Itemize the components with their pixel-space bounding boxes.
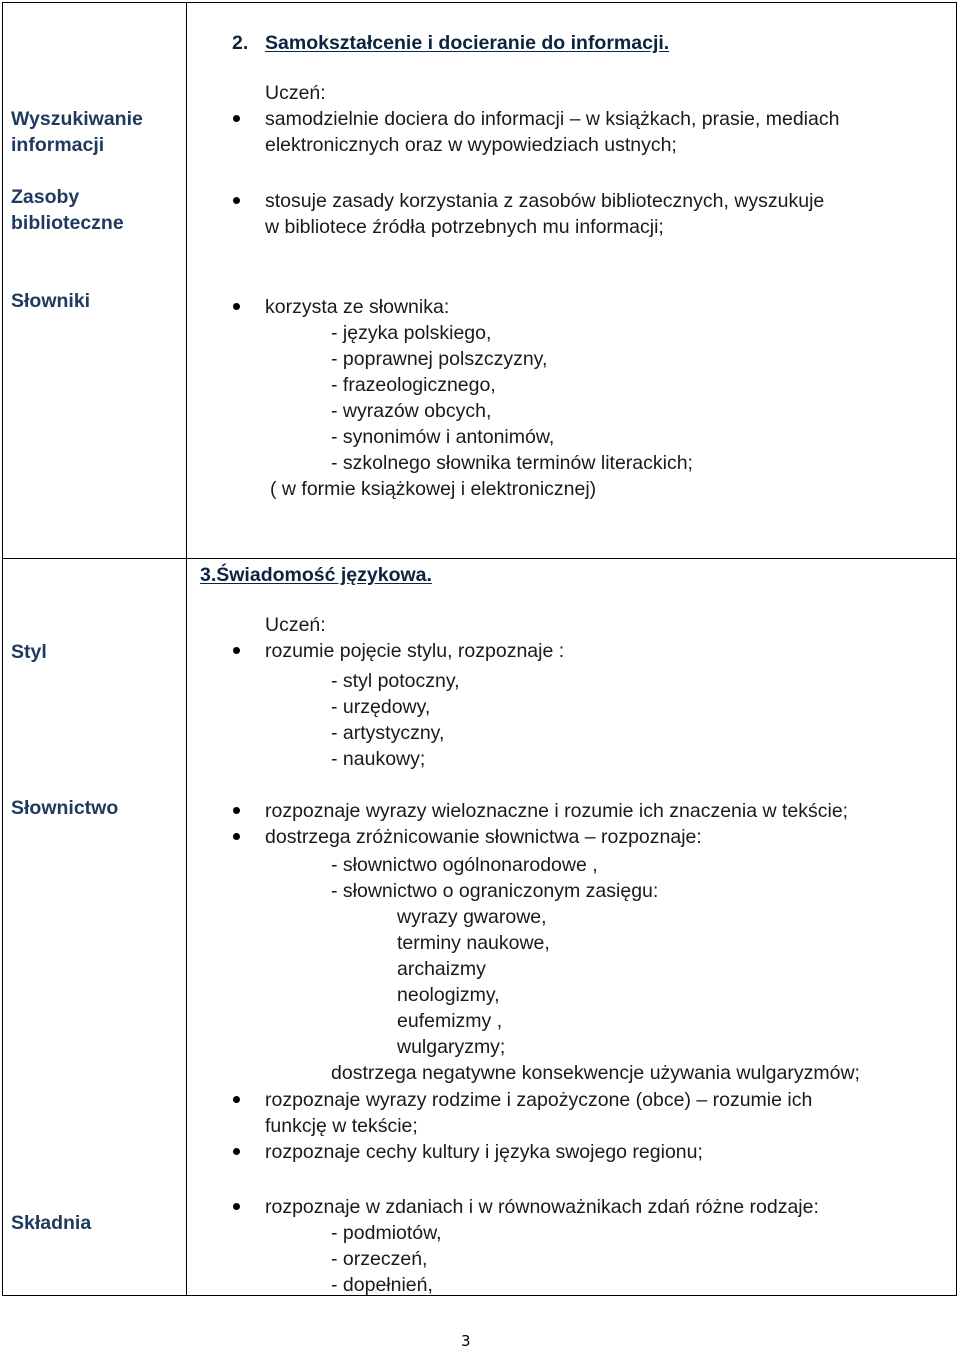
row-divider [2,558,957,559]
label-biblioteczne: biblioteczne [11,212,124,234]
styl-item: - urzędowy, [331,696,431,718]
slownictwo-term: archaizmy [397,958,486,980]
label-wyszukiwanie: Wyszukiwanie [11,108,143,130]
slownictwo-bullet-2: dostrzega zróżnicowanie słownictwa – rozpoznaje: [265,826,702,848]
column-divider [186,2,187,1296]
slownictwo-bullet-4: rozpoznaje cechy kultury i języka swojego regionu; [265,1141,703,1163]
slownictwo-term: wyrazy gwarowe, [397,906,547,928]
page-number: 3 [461,1332,471,1350]
slownictwo-sub-item: - słownictwo o ograniczonym zasięgu: [331,880,659,902]
slowniki-item: - szkolnego słownika terminów literackich; [331,452,693,474]
info-bullet-2-line-2: w bibliotece źródła potrzebnych mu informacji; [265,216,664,238]
bullet-icon [233,1203,240,1210]
styl-intro: rozumie pojęcie stylu, rozpoznaje : [265,640,565,662]
uczen-label: Uczeń: [265,614,326,636]
styl-item: - naukowy; [331,748,426,770]
slownictwo-consequence: dostrzega negatywne konsekwencje używania wulgaryzmów; [331,1062,860,1084]
bullet-icon [233,647,240,654]
bullet-icon [233,1148,240,1155]
skladnia-item: - dopełnień, [331,1274,433,1296]
slowniki-note: ( w formie książkowej i elektronicznej) [270,478,597,500]
bullet-icon [233,197,240,204]
slowniki-item: - frazeologicznego, [331,374,496,396]
styl-item: - styl potoczny, [331,670,460,692]
slownictwo-term: terminy naukowe, [397,932,550,954]
info-bullet-1-line-2: elektronicznych oraz w wypowiedziach ustnych; [265,134,677,156]
label-styl: Styl [11,641,47,663]
slowniki-item: - wyrazów obcych, [331,400,492,422]
section-3-heading: 3.Świadomość językowa. [200,564,432,586]
bullet-icon [233,807,240,814]
slowniki-item: - języka polskiego, [331,322,492,344]
label-slowniki: Słowniki [11,290,91,312]
section-2-heading: Samokształcenie i docieranie do informacji. [265,32,670,54]
section-2-number: 2. [232,32,249,54]
slownictwo-term: eufemizmy , [397,1010,503,1032]
label-zasoby: Zasoby [11,186,80,208]
slownictwo-bullet-3-line-2: funkcję w tekście; [265,1115,418,1137]
bullet-icon [233,1096,240,1103]
slowniki-intro: korzysta ze słownika: [265,296,450,318]
slownictwo-bullet-1: rozpoznaje wyrazy wieloznaczne i rozumie ich znaczenia w tekście; [265,800,849,822]
info-bullet-2-line-1: stosuje zasady korzystania z zasobów bibliotecznych, wyszukuje [265,190,825,212]
skladnia-item: - orzeczeń, [331,1248,428,1270]
bullet-icon [233,115,240,122]
skladnia-item: - podmiotów, [331,1222,442,1244]
label-slownictwo: Słownictwo [11,797,119,819]
label-skladnia: Składnia [11,1212,92,1234]
slownictwo-sub-item: - słownictwo ogólnonarodowe , [331,854,598,876]
slowniki-item: - poprawnej polszczyzny, [331,348,548,370]
slowniki-item: - synonimów i antonimów, [331,426,555,448]
slownictwo-term: neologizmy, [397,984,500,1006]
bullet-icon [233,303,240,310]
label-informacji: informacji [11,134,105,156]
slownictwo-term: wulgaryzmy; [397,1036,506,1058]
uczen-label: Uczeń: [265,82,326,104]
skladnia-intro: rozpoznaje w zdaniach i w równoważnikach zdań różne rodzaje: [265,1196,819,1218]
info-bullet-1-line-1: samodzielnie dociera do informacji – w książkach, prasie, mediach [265,108,840,130]
bullet-icon [233,833,240,840]
slownictwo-bullet-3-line-1: rozpoznaje wyrazy rodzime i zapożyczone (obce) – rozumie ich [265,1089,813,1111]
styl-item: - artystyczny, [331,722,445,744]
